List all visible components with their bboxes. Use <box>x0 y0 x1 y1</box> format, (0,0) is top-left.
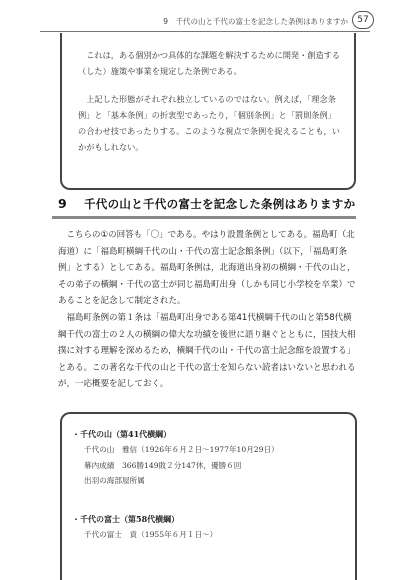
detail-line: 千代の富士 貢（1955年６月１日～） <box>84 530 218 539</box>
detail-heading: ・千代の山（第41代横綱） <box>72 429 172 439</box>
body-paragraph: 福島町条例の第１条は「福島町出身である第41代横綱千代の山と第58代横綱千代の富士の２人の横綱の偉大な功績を後世に語り継ぐとともに，国技大相撲に対する理解を深めるため，横綱千代の山・千代の富士記念館を設置する」とある。この著名な千代の山と千代の富士を知らない読者はいないと思われるが，一応概要を記しておく。 <box>58 312 356 390</box>
detail-box <box>60 412 357 580</box>
detail-heading: ・千代の富士（第58代横綱） <box>72 514 180 524</box>
detail-line: 出羽の海部屋所属 <box>84 476 145 485</box>
detail-entry-chiyonofuji <box>72 511 217 543</box>
running-head-title: 9 千代の山と千代の富士を記念した条例はありますか <box>163 17 348 26</box>
detail-line: 幕内成績 366勝149敗２分147休，優勝６回 <box>84 460 242 470</box>
quote-paragraph: これは，ある個別かつ具体的な課題を解決するために開発・創造する（した）施策や事業を規定した条例である。 <box>78 50 341 76</box>
running-head <box>0 0 410 30</box>
section-heading <box>52 195 356 219</box>
header-rule <box>40 31 370 32</box>
body-paragraph: こちらの①の回答も「〇」である。やはり設置条例としてある。福島町（北海道）に「福島町横綱千代の山・千代の富士記念館条例」（以下，「福島町条例」とする）としてある。福島町条例は，北海道出身初の横綱・千代の山と，その弟子の横綱・千代の富士が同じ福島町出身（しかも同じ小学校を卒業）であることを記念して制定された。 <box>58 230 356 307</box>
page-number: 57 <box>352 11 374 29</box>
detail-line: 千代の山 雅信（1926年６月２日～1977年10月29日） <box>84 445 279 454</box>
detail-entry-chiyonoyama <box>72 426 279 489</box>
quote-box <box>60 33 356 190</box>
section-number: 9 <box>58 196 67 211</box>
body-text <box>58 227 358 393</box>
section-title: 千代の山と千代の富士を記念した条例はありますか <box>84 197 356 211</box>
quote-paragraph: 上記した形態がそれぞれ独立しているのではない。例えば，「理念条例」と「基本条例」の折衷型であったり，「個別条例」と「罰則条例」の合わせ技であったりする。このような視点で条例を捉えることも，いかがもしれない。 <box>78 94 340 152</box>
